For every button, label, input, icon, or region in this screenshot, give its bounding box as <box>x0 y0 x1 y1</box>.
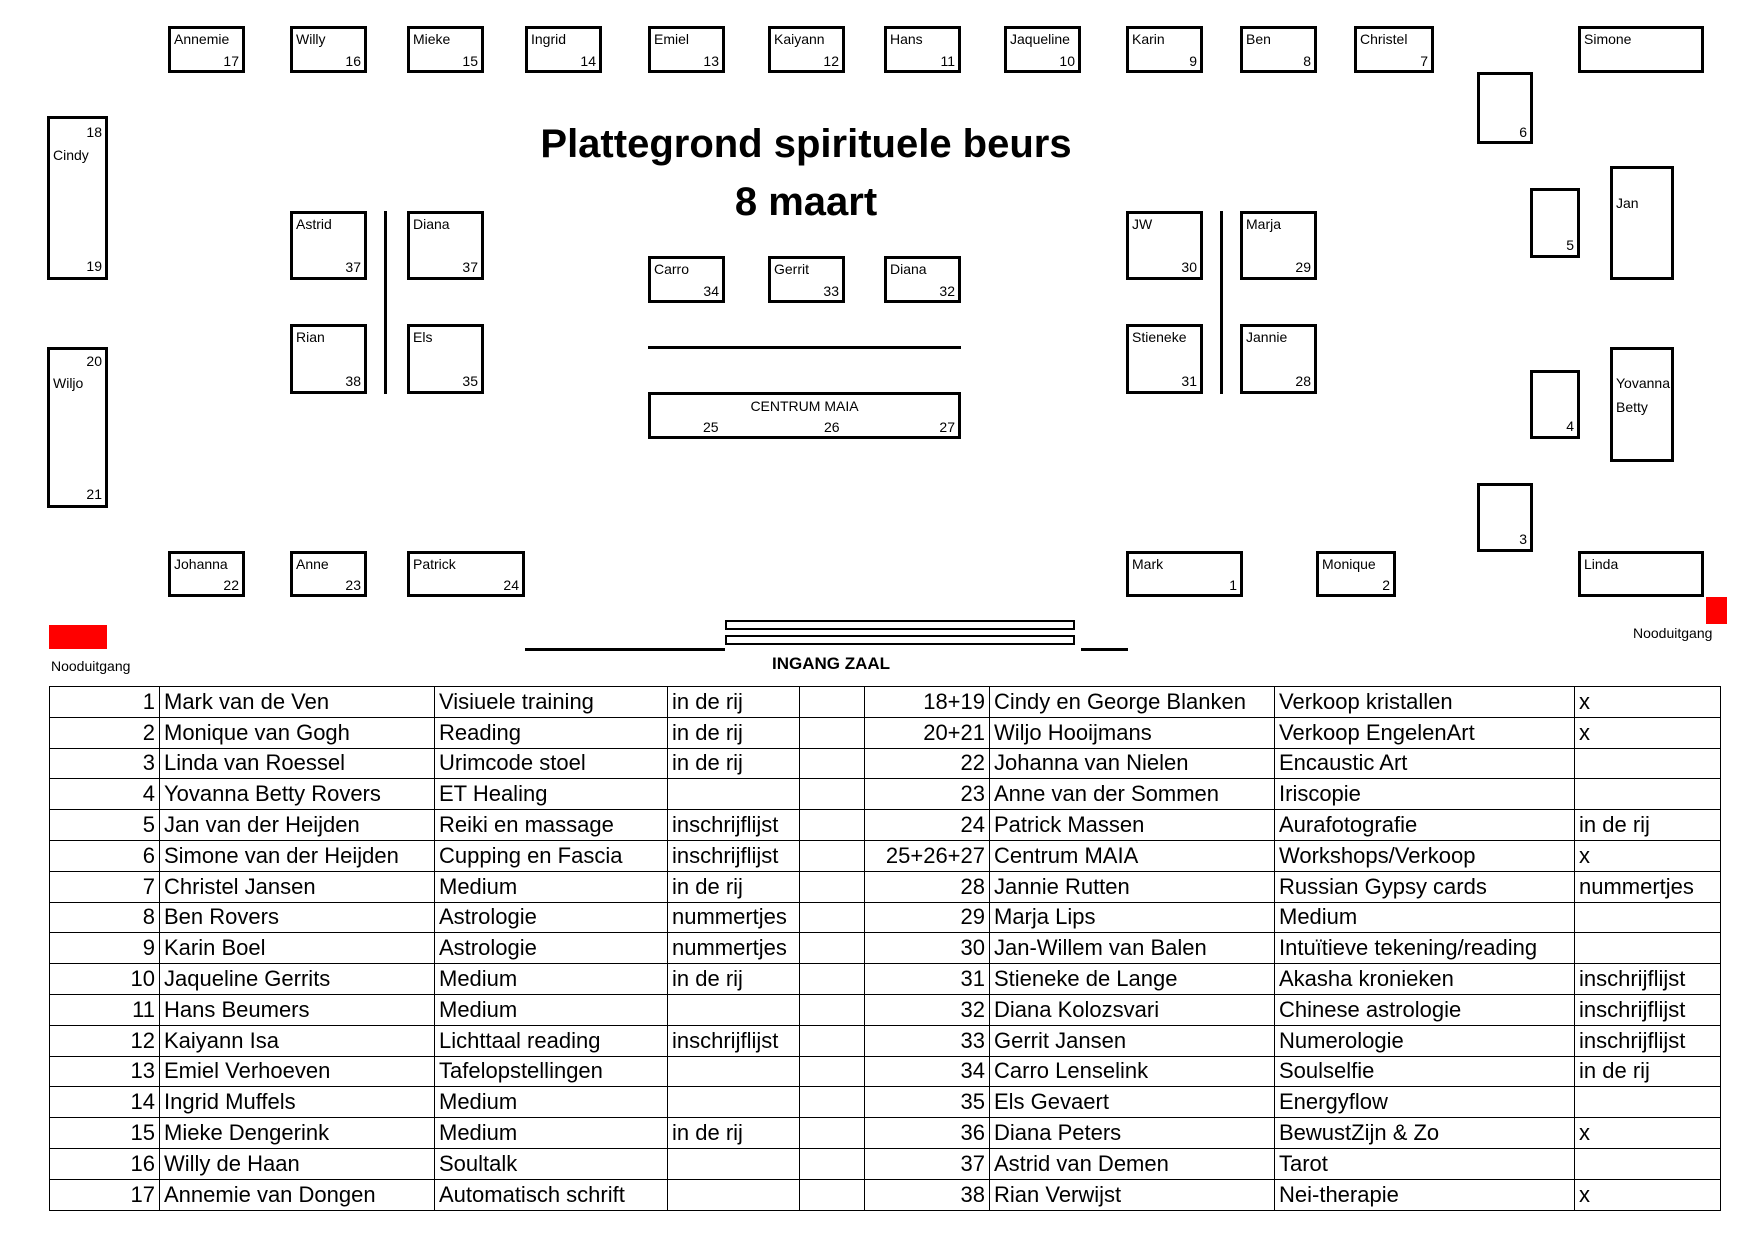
booth-name: Hans <box>890 31 923 47</box>
arrangement-cell <box>668 779 800 810</box>
participant-name-cell: Anne van der Sommen <box>990 779 1275 810</box>
participant-name-cell: Marja Lips <box>990 902 1275 933</box>
arrangement-cell: inschrijflijst <box>668 810 800 841</box>
spacer-cell <box>800 871 865 902</box>
arrangement-cell: x <box>1575 1118 1721 1149</box>
stand-number-cell: 9 <box>50 933 160 964</box>
activity-cell: BewustZijn & Zo <box>1275 1118 1575 1149</box>
participant-name-cell: Willy de Haan <box>160 1148 435 1179</box>
booth-number: 1 <box>1229 577 1237 593</box>
booth-name: Annemie <box>174 31 230 47</box>
arrangement-cell: inschrijflijst <box>1575 994 1721 1025</box>
activity-cell: Soultalk <box>435 1148 668 1179</box>
booth-monique[interactable] <box>1316 551 1396 597</box>
booth-name: Christel <box>1360 31 1408 47</box>
participant-name-cell: Jannie Rutten <box>990 871 1275 902</box>
participant-name-cell: Diana Peters <box>990 1118 1275 1149</box>
participant-name-cell: Karin Boel <box>160 933 435 964</box>
activity-cell: Nei-therapie <box>1275 1179 1575 1210</box>
activity-cell: Medium <box>435 1118 668 1149</box>
booth-jw[interactable] <box>1126 211 1203 280</box>
booth-name: Patrick <box>413 556 456 572</box>
divider-left-island <box>384 211 387 394</box>
booth-number: 37 <box>462 259 478 275</box>
stand-number-cell: 14 <box>50 1087 160 1118</box>
booth-marja[interactable] <box>1240 211 1317 280</box>
booth-number: 31 <box>1181 373 1197 389</box>
participant-name-cell: Carro Lenselink <box>990 1056 1275 1087</box>
booth-name: Cindy <box>53 147 89 163</box>
booth-number: 34 <box>703 283 719 299</box>
booth-number: 15 <box>462 53 478 69</box>
arrangement-cell: inschrijflijst <box>1575 1025 1721 1056</box>
booth-name: Simone <box>1584 31 1632 47</box>
entrance-wall-left <box>525 648 725 651</box>
booth-cindy[interactable] <box>47 116 108 280</box>
emergency-exit-right <box>1706 597 1727 624</box>
activity-cell: Lichttaal reading <box>435 1025 668 1056</box>
activity-cell: ET Healing <box>435 779 668 810</box>
booth-annemie[interactable] <box>168 26 245 73</box>
arrangement-cell: nummertjes <box>668 933 800 964</box>
participant-name-cell: Wiljo Hooijmans <box>990 717 1275 748</box>
stand-number-cell: 23 <box>865 779 990 810</box>
booth-name: Jaqueline <box>1010 31 1070 47</box>
booth-mark[interactable] <box>1126 551 1243 597</box>
booth-number: 18 <box>86 124 102 140</box>
entrance-label: INGANG ZAAL <box>772 654 891 673</box>
entrance-door <box>725 635 1075 645</box>
participant-name-cell: Els Gevaert <box>990 1087 1275 1118</box>
activity-cell: Intuïtieve tekening/reading <box>1275 933 1575 964</box>
booth-name: Kaiyann <box>774 31 825 47</box>
booth-number: 30 <box>1181 259 1197 275</box>
stand-number-cell: 12 <box>50 1025 160 1056</box>
participant-name-cell: Emiel Verhoeven <box>160 1056 435 1087</box>
booth-5[interactable] <box>1530 188 1580 258</box>
booth-jan[interactable] <box>1610 166 1674 280</box>
booth-name: Ingrid <box>531 31 567 47</box>
stand-number-cell: 25+26+27 <box>865 840 990 871</box>
arrangement-cell <box>668 994 800 1025</box>
stand-number-cell: 2 <box>50 717 160 748</box>
booth-name: Karin <box>1132 31 1165 47</box>
arrangement-cell <box>668 1179 800 1210</box>
stand-number-cell: 33 <box>865 1025 990 1056</box>
arrangement-cell <box>1575 748 1721 779</box>
stand-number-cell: 32 <box>865 994 990 1025</box>
participant-name-cell: Rian Verwijst <box>990 1179 1275 1210</box>
activity-cell: Astrologie <box>435 933 668 964</box>
map-title: Plattegrond spirituele beurs <box>540 122 1072 166</box>
spacer-cell <box>800 964 865 995</box>
arrangement-cell: in de rij <box>668 687 800 718</box>
spacer-cell <box>800 1056 865 1087</box>
booth-number: 8 <box>1303 53 1311 69</box>
participant-name-cell: Annemie van Dongen <box>160 1179 435 1210</box>
stand-number-cell: 4 <box>50 779 160 810</box>
arrangement-cell: x <box>1575 1179 1721 1210</box>
booth-mieke[interactable] <box>407 26 484 73</box>
table-row <box>50 1148 1721 1179</box>
spacer-cell <box>800 1025 865 1056</box>
arrangement-cell <box>1575 779 1721 810</box>
booth-johanna[interactable] <box>168 551 245 597</box>
booth-ingrid[interactable] <box>525 26 602 73</box>
spacer-cell <box>800 748 865 779</box>
booth-name: JW <box>1132 216 1153 232</box>
activity-cell: Iriscopie <box>1275 779 1575 810</box>
arrangement-cell: x <box>1575 840 1721 871</box>
activity-cell: Workshops/Verkoop <box>1275 840 1575 871</box>
booth-4[interactable] <box>1530 370 1580 439</box>
booth-number: 37 <box>345 259 361 275</box>
stand-number-cell: 11 <box>50 994 160 1025</box>
booth-hans[interactable] <box>884 26 961 73</box>
arrangement-cell: in de rij <box>668 1118 800 1149</box>
table-row <box>50 1025 1721 1056</box>
participant-name-cell: Mieke Dengerink <box>160 1118 435 1149</box>
stand-number-cell: 38 <box>865 1179 990 1210</box>
booth-diana-32[interactable] <box>884 256 961 303</box>
stand-number-cell: 10 <box>50 964 160 995</box>
stand-number-cell: 24 <box>865 810 990 841</box>
booth-name: Linda <box>1584 556 1619 572</box>
activity-cell: Cupping en Fascia <box>435 840 668 871</box>
participant-name-cell: Ingrid Muffels <box>160 1087 435 1118</box>
booth-number: 10 <box>1059 53 1075 69</box>
centrum-number: 26 <box>824 419 840 435</box>
spacer-cell <box>800 902 865 933</box>
table-row <box>50 687 1721 718</box>
booth-number: 13 <box>703 53 719 69</box>
spacer-cell <box>800 840 865 871</box>
activity-cell: Tarot <box>1275 1148 1575 1179</box>
spacer-cell <box>800 810 865 841</box>
participant-name-cell: Centrum MAIA <box>990 840 1275 871</box>
activity-cell: Verkoop kristallen <box>1275 687 1575 718</box>
booth-ben[interactable] <box>1240 26 1317 73</box>
booth-number: 35 <box>462 373 478 389</box>
booth-number: 16 <box>345 53 361 69</box>
arrangement-cell <box>1575 1087 1721 1118</box>
table-row <box>50 1087 1721 1118</box>
arrangement-cell: nummertjes <box>668 902 800 933</box>
activity-cell: Tafelopstellingen <box>435 1056 668 1087</box>
activity-cell: Medium <box>435 1087 668 1118</box>
participant-name-cell: Jan-Willem van Balen <box>990 933 1275 964</box>
map-date: 8 maart <box>734 180 878 224</box>
stand-number-cell: 28 <box>865 871 990 902</box>
booth-number: 17 <box>223 53 239 69</box>
booth-number: 3 <box>1519 531 1527 547</box>
booth-number: 38 <box>345 373 361 389</box>
booth-name-2: Betty <box>1616 399 1648 415</box>
spacer-cell <box>800 717 865 748</box>
activity-cell: Energyflow <box>1275 1087 1575 1118</box>
arrangement-cell <box>1575 1148 1721 1179</box>
participant-name-cell: Hans Beumers <box>160 994 435 1025</box>
stand-number-cell: 13 <box>50 1056 160 1087</box>
emergency-exit-left <box>49 625 107 649</box>
booth-wiljo[interactable] <box>47 347 108 508</box>
booth-emiel[interactable] <box>648 26 725 73</box>
arrangement-cell: in de rij <box>1575 810 1721 841</box>
stand-number-cell: 20+21 <box>865 717 990 748</box>
booth-name: Johanna <box>174 556 228 572</box>
participant-name-cell: Jan van der Heijden <box>160 810 435 841</box>
participant-name-cell: Simone van der Heijden <box>160 840 435 871</box>
booth-name: Mieke <box>413 31 451 47</box>
booth-gerrit[interactable] <box>768 256 845 303</box>
booth-name: Carro <box>654 261 690 277</box>
divider-right-island <box>1220 211 1223 394</box>
booth-name: Diana <box>413 216 450 232</box>
participant-name-cell: Yovanna Betty Rovers <box>160 779 435 810</box>
activity-cell: Reiki en massage <box>435 810 668 841</box>
spacer-cell <box>800 779 865 810</box>
booth-6[interactable] <box>1477 72 1533 144</box>
entrance-door <box>725 620 1075 630</box>
booth-number: 23 <box>345 577 361 593</box>
booth-name: Mark <box>1132 556 1164 572</box>
booth-linda[interactable] <box>1578 551 1704 597</box>
activity-cell: Medium <box>435 994 668 1025</box>
centrum-number: 27 <box>939 419 955 435</box>
stand-number-cell: 35 <box>865 1087 990 1118</box>
activity-cell: Astrologie <box>435 902 668 933</box>
booth-number: 2 <box>1382 577 1390 593</box>
participant-name-cell: Cindy en George Blanken <box>990 687 1275 718</box>
booth-diana-37[interactable] <box>407 211 484 280</box>
participant-name-cell: Diana Kolozsvari <box>990 994 1275 1025</box>
table-row <box>50 779 1721 810</box>
arrangement-cell: in de rij <box>1575 1056 1721 1087</box>
booth-name: Monique <box>1322 556 1376 572</box>
arrangement-cell: nummertjes <box>1575 871 1721 902</box>
stand-number-cell: 30 <box>865 933 990 964</box>
booth-willy[interactable] <box>290 26 367 73</box>
participant-name-cell: Gerrit Jansen <box>990 1025 1275 1056</box>
participant-table <box>49 686 1721 1211</box>
booth-name: Emiel <box>654 31 690 47</box>
activity-cell: Aurafotografie <box>1275 810 1575 841</box>
booth-number: 6 <box>1519 124 1527 140</box>
activity-cell: Soulselfie <box>1275 1056 1575 1087</box>
stand-number-cell: 8 <box>50 902 160 933</box>
participant-name-cell: Johanna van Nielen <box>990 748 1275 779</box>
arrangement-cell: inschrijflijst <box>1575 964 1721 995</box>
table-row <box>50 1056 1721 1087</box>
booth-number: 32 <box>939 283 955 299</box>
activity-cell: Russian Gypsy cards <box>1275 871 1575 902</box>
table-row <box>50 871 1721 902</box>
table-row <box>50 1118 1721 1149</box>
emergency-exit-label: Nooduitgang <box>51 658 131 674</box>
booth-name: Astrid <box>296 216 332 232</box>
activity-cell: Encaustic Art <box>1275 748 1575 779</box>
stand-number-cell: 16 <box>50 1148 160 1179</box>
table-row <box>50 933 1721 964</box>
stand-number-cell: 6 <box>50 840 160 871</box>
booth-name: Stieneke <box>1132 329 1187 345</box>
booth-name: Diana <box>890 261 927 277</box>
arrangement-cell <box>1575 933 1721 964</box>
table-row <box>50 1179 1721 1210</box>
stand-number-cell: 1 <box>50 687 160 718</box>
booth-astrid[interactable] <box>290 211 367 280</box>
stand-number-cell: 17 <box>50 1179 160 1210</box>
arrangement-cell: x <box>1575 687 1721 718</box>
booth-carro[interactable] <box>648 256 725 303</box>
participant-name-cell: Stieneke de Lange <box>990 964 1275 995</box>
participant-name-cell: Ben Rovers <box>160 902 435 933</box>
stand-number-cell: 5 <box>50 810 160 841</box>
arrangement-cell: in de rij <box>668 717 800 748</box>
stand-number-cell: 22 <box>865 748 990 779</box>
arrangement-cell: inschrijflijst <box>668 1025 800 1056</box>
stand-number-cell: 15 <box>50 1118 160 1149</box>
activity-cell: Automatisch schrift <box>435 1179 668 1210</box>
participant-name-cell: Mark van de Ven <box>160 687 435 718</box>
booth-name: Jan <box>1616 195 1639 211</box>
booth-name: Rian <box>296 329 325 345</box>
booth-anne[interactable] <box>290 551 367 597</box>
participant-name-cell: Kaiyann Isa <box>160 1025 435 1056</box>
booth-simone[interactable] <box>1578 26 1704 73</box>
participant-name-cell: Patrick Massen <box>990 810 1275 841</box>
booth-number: 28 <box>1295 373 1311 389</box>
spacer-cell <box>800 687 865 718</box>
activity-cell: Urimcode stoel <box>435 748 668 779</box>
booth-number: 5 <box>1566 237 1574 253</box>
booth-patrick[interactable] <box>407 551 525 597</box>
booth-number: 14 <box>580 53 596 69</box>
booth-jannie[interactable] <box>1240 324 1317 394</box>
table-row <box>50 994 1721 1025</box>
booth-3[interactable] <box>1477 483 1533 552</box>
booth-number: 12 <box>823 53 839 69</box>
activity-cell: Medium <box>435 964 668 995</box>
booth-rian[interactable] <box>290 324 367 394</box>
table-row <box>50 748 1721 779</box>
booth-number-2: 21 <box>86 486 102 502</box>
booth-number: 22 <box>223 577 239 593</box>
stand-number-cell: 29 <box>865 902 990 933</box>
stand-number-cell: 37 <box>865 1148 990 1179</box>
activity-cell: Visiuele training <box>435 687 668 718</box>
booth-centrum-maia[interactable] <box>648 392 961 439</box>
booth-number: 7 <box>1420 53 1428 69</box>
booth-jaqueline[interactable] <box>1004 26 1081 73</box>
activity-cell: Verkoop EngelenArt <box>1275 717 1575 748</box>
booth-number: 4 <box>1566 418 1574 434</box>
booth-number: 29 <box>1295 259 1311 275</box>
emergency-exit-label: Nooduitgang <box>1633 625 1713 641</box>
participant-name-cell: Christel Jansen <box>160 871 435 902</box>
activity-cell: Akasha kronieken <box>1275 964 1575 995</box>
booth-stieneke[interactable] <box>1126 324 1203 394</box>
spacer-cell <box>800 933 865 964</box>
arrangement-cell: x <box>1575 717 1721 748</box>
booth-els[interactable] <box>407 324 484 394</box>
centrum-number: 25 <box>703 419 719 435</box>
stand-number-cell: 36 <box>865 1118 990 1149</box>
activity-cell: Medium <box>1275 902 1575 933</box>
booth-name: Jannie <box>1246 329 1288 345</box>
stand-number-cell: 18+19 <box>865 687 990 718</box>
activity-cell: Medium <box>435 871 668 902</box>
booth-yovanna-betty[interactable] <box>1610 347 1674 462</box>
arrangement-cell: inschrijflijst <box>668 840 800 871</box>
participant-name-cell: Jaqueline Gerrits <box>160 964 435 995</box>
booth-kaiyann[interactable] <box>768 26 845 73</box>
booth-number: 20 <box>86 353 102 369</box>
arrangement-cell: in de rij <box>668 964 800 995</box>
table-row <box>50 810 1721 841</box>
arrangement-cell <box>668 1056 800 1087</box>
booth-christel[interactable] <box>1354 26 1434 73</box>
booth-number: 24 <box>503 577 519 593</box>
activity-cell: Reading <box>435 717 668 748</box>
table-row <box>50 717 1721 748</box>
arrangement-cell <box>668 1087 800 1118</box>
booth-name: Marja <box>1246 216 1282 232</box>
booth-name: Willy <box>296 31 326 47</box>
stand-number-cell: 7 <box>50 871 160 902</box>
activity-cell: Chinese astrologie <box>1275 994 1575 1025</box>
booth-name: Gerrit <box>774 261 809 277</box>
activity-cell: Numerologie <box>1275 1025 1575 1056</box>
arrangement-cell <box>1575 902 1721 933</box>
spacer-cell <box>800 1148 865 1179</box>
spacer-cell <box>800 994 865 1025</box>
arrangement-cell: in de rij <box>668 748 800 779</box>
entrance-wall-right <box>1081 648 1128 651</box>
booth-name: Els <box>413 329 433 345</box>
booth-number: 11 <box>940 53 955 69</box>
spacer-cell <box>800 1087 865 1118</box>
table-row <box>50 840 1721 871</box>
participant-name-cell: Monique van Gogh <box>160 717 435 748</box>
spacer-cell <box>800 1179 865 1210</box>
booth-name: Ben <box>1246 31 1271 47</box>
spacer-cell <box>800 1118 865 1149</box>
booth-name: Wiljo <box>53 375 84 391</box>
centrum-label: CENTRUM MAIA <box>750 398 859 414</box>
booth-karin[interactable] <box>1126 26 1203 73</box>
arrangement-cell <box>668 1148 800 1179</box>
booth-name: Yovanna <box>1616 375 1670 391</box>
participant-name-cell: Astrid van Demen <box>990 1148 1275 1179</box>
arrangement-cell: in de rij <box>668 871 800 902</box>
booth-name: Anne <box>296 556 329 572</box>
participant-name-cell: Linda van Roessel <box>160 748 435 779</box>
booth-number-2: 19 <box>86 258 102 274</box>
stand-number-cell: 34 <box>865 1056 990 1087</box>
table-row <box>50 964 1721 995</box>
stand-number-cell: 31 <box>865 964 990 995</box>
booth-number: 9 <box>1189 53 1197 69</box>
booth-number: 33 <box>823 283 839 299</box>
stand-number-cell: 3 <box>50 748 160 779</box>
table-row <box>50 902 1721 933</box>
divider-center <box>648 346 961 349</box>
